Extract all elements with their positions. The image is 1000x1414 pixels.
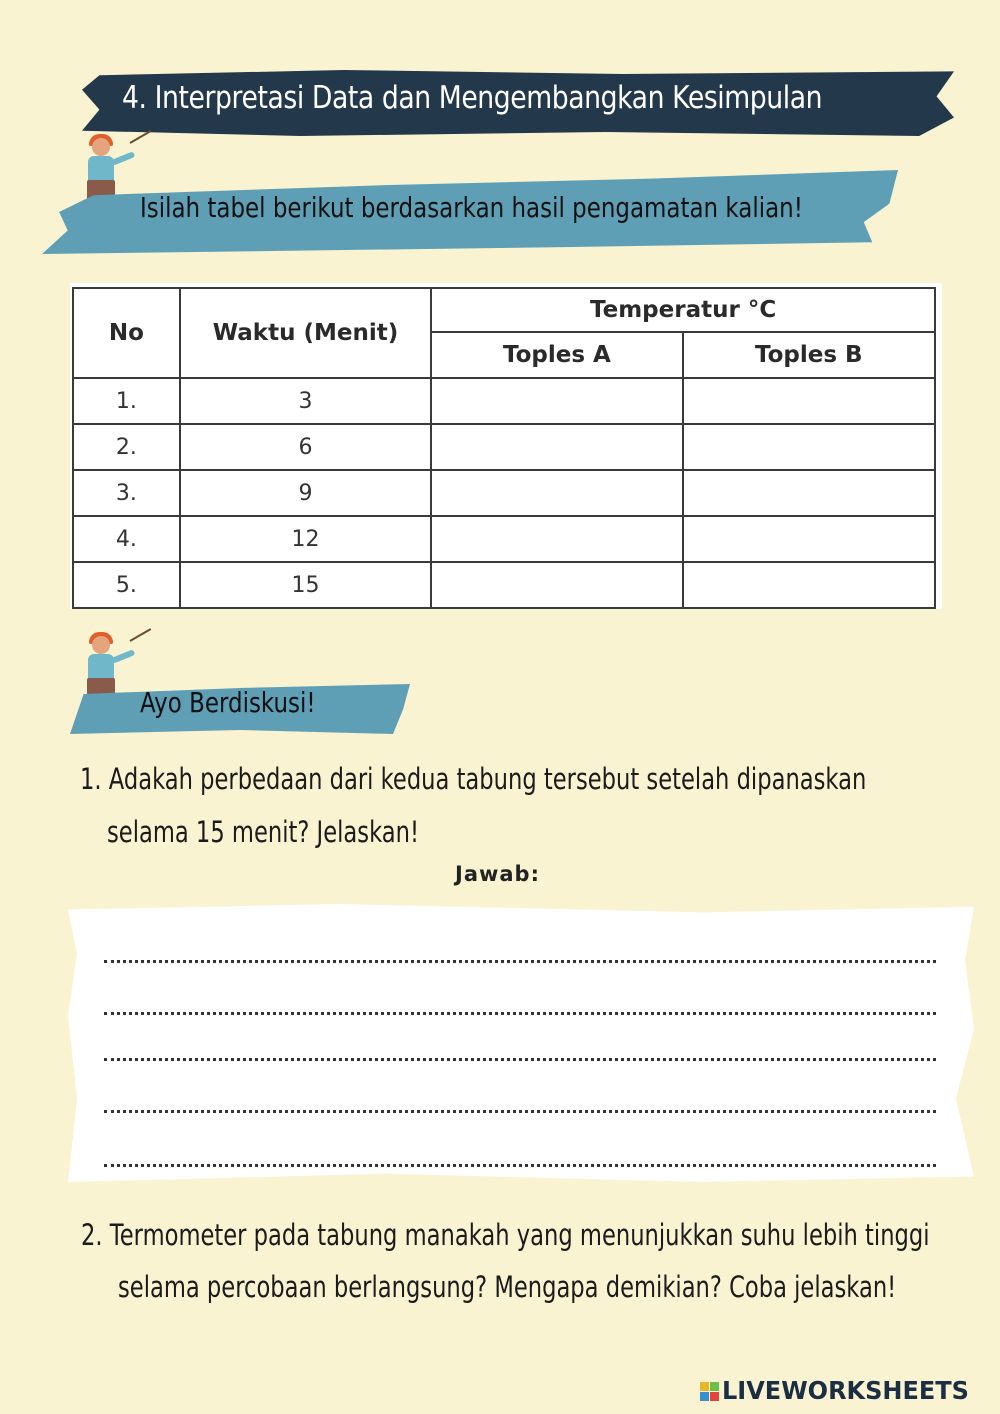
cell-toples-a[interactable] [431,378,682,424]
discussion-heading: Ayo Berdiskusi! [140,686,316,719]
section-title: 4. Interpretasi Data dan Mengembangkan Kesimpulan [122,80,823,116]
table-row [73,470,935,516]
cell-waktu: 12 [180,516,431,562]
cell-no: 5. [73,562,180,608]
table-row [73,424,935,470]
cell-toples-b[interactable] [683,470,935,516]
cell-toples-a[interactable] [431,516,682,562]
footer-logo-text: LIVEWORKSHEETS [722,1376,969,1405]
cell-toples-b[interactable] [683,378,935,424]
question-2-line-1: 2. Termometer pada tabung manakah yang menunjukkan suhu lebih tinggi [81,1218,930,1252]
answer-line[interactable] [104,1164,936,1167]
answer-line[interactable] [104,1110,936,1113]
cell-toples-a[interactable] [431,562,682,608]
question-2-line-2: selama percobaan berlangsung? Mengapa demikian? Coba jelaskan! [118,1270,897,1304]
answer-line[interactable] [104,960,936,963]
answer-line[interactable] [104,1058,936,1061]
table-row [73,562,935,608]
cell-toples-a[interactable] [431,470,682,516]
cell-waktu: 3 [180,378,431,424]
header-no: No [73,288,180,378]
header-waktu: Waktu (Menit) [180,288,431,378]
observation-table [72,287,936,609]
table-row [73,378,935,424]
question-1-line-1: 1. Adakah perbedaan dari kedua tabung tersebut setelah dipanaskan [80,762,867,796]
cell-no: 3. [73,470,180,516]
header-toples-a: Toples A [431,332,682,378]
instruction-text: Isilah tabel berikut berdasarkan hasil pengamatan kalian! [140,191,803,224]
cell-waktu: 9 [180,470,431,516]
answer-label: Jawab: [455,862,540,886]
table-row [73,516,935,562]
answer-box[interactable] [68,904,974,1182]
cell-no: 1. [73,378,180,424]
liveworksheets-logo-icon [700,1382,720,1402]
question-1-line-2: selama 15 menit? Jelaskan! [107,815,420,849]
header-temperatur: Temperatur °C [431,288,935,332]
cell-toples-b[interactable] [683,562,935,608]
cell-toples-b[interactable] [683,516,935,562]
cell-toples-b[interactable] [683,424,935,470]
cell-waktu: 6 [180,424,431,470]
cell-waktu: 15 [180,562,431,608]
cell-no: 4. [73,516,180,562]
cell-no: 2. [73,424,180,470]
header-toples-b: Toples B [683,332,935,378]
cell-toples-a[interactable] [431,424,682,470]
answer-line[interactable] [104,1012,936,1015]
